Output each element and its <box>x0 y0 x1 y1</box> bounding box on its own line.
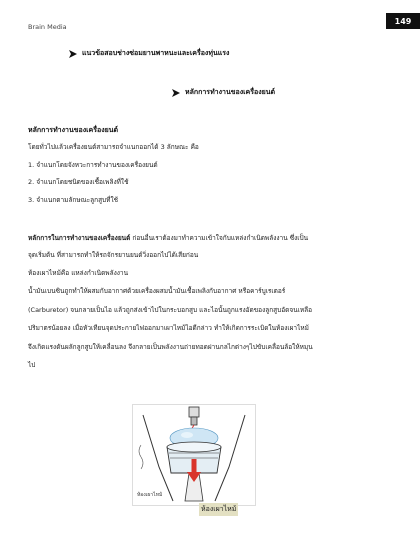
combustion-chamber-figure <box>132 404 256 506</box>
paragraph-lead-bold: หลักการในการทำงานของเครื่องยนต์ <box>28 234 131 242</box>
section-intro: โดยทั่วไปแล้วเครื่องยนต์สามารถจำแนกออกได้ 3 ลักษณะ คือ <box>28 143 199 151</box>
arrow-right-icon <box>171 88 181 98</box>
section-heading: หลักการทำงานของเครื่องยนต์ <box>28 126 119 134</box>
paragraph-line: (Carburetor) จนกลายเป็นไอ แล้วถูกส่งเข้าไปในกระบอกสูบ และไอนั้นถูกแรงอัดของลูกสูบอัดจนเหลือ <box>28 306 313 314</box>
list-item: 3. จำแนกตามลักษณะลูกสูบที่ใช้ <box>28 196 119 204</box>
arrow-right-icon <box>68 49 78 59</box>
paragraph-line: น้ำมันเบนซินถูกทำให้ผสมกับอากาศด้วยเครื่องผสมน้ำมันเชื้อเพลิงกับอากาศ หรือคาร์บูเรเตอร์ <box>28 287 286 295</box>
main-title: แนวข้อสอบช่างซ่อมยานพาหนะและเครื่องทุ่นแรง <box>82 49 230 57</box>
paragraph-line: ปริมาตรน้อยลง เมื่อหัวเทียนจุดประกายไฟออกมาเผาไหม้ไอดีกล่าว ทำให้เกิดการระเบิดในห้องเผาไหม้ <box>28 324 309 332</box>
paragraph-line: จึงเกิดแรงดันผลักลูกสูบให้เคลื่อนลง จึงกลายเป็นพลังงานถ่ายทอดผ่านกลไกต่างๆไปขับเคลื่อนล้อให้หมุน <box>28 343 313 351</box>
list-item: 1. จำแนกโดยจังหวะการทำงานของเครื่องยนต์ <box>28 161 158 169</box>
page-number: 149 <box>386 13 420 29</box>
paragraph-line: ไป <box>28 361 36 369</box>
sub-title-row <box>171 87 275 98</box>
paragraph-line: จุดเริ่มต้น ที่สามารถทำให้รถจักรยานยนต์วิ่งออกไปได้เสียก่อน <box>28 251 199 259</box>
paragraph-lead <box>28 233 308 243</box>
header-source: Brain Media <box>28 23 67 31</box>
list-item: 2. จำแนกโดยชนิดของเชื้อเพลิงที่ใช้ <box>28 178 129 186</box>
figure-inner-label: ห้องเผาไหม้ <box>137 492 163 498</box>
sub-title: หลักการทำงานของเครื่องยนต์ <box>185 88 276 96</box>
main-title-row <box>68 48 229 59</box>
paragraph-lead-rest: ก่อนอื่นเราต้องมาทำความเข้าใจกับแหล่งกำเนิดพลังงาน ซึ่งเป็น <box>130 234 309 242</box>
figure-caption: ห้องเผาไหม้ <box>199 503 238 516</box>
piston-illustration <box>133 405 255 505</box>
paragraph-line: ห้องเผาไหม้คือ แหล่งกำเนิดพลังงาน <box>28 269 129 277</box>
